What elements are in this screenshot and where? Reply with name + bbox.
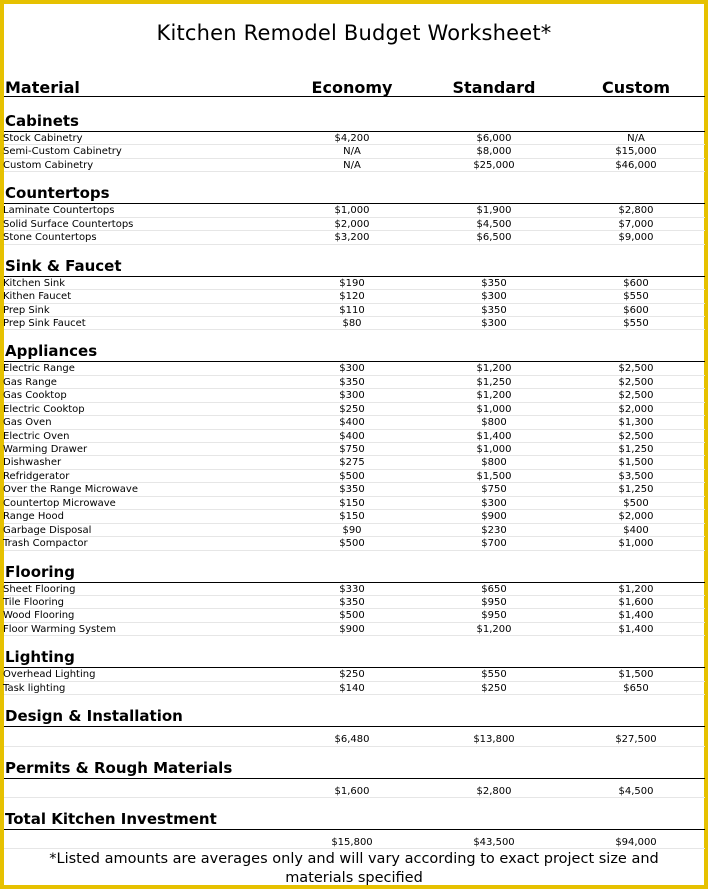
row-label: Gas Oven: [3, 417, 52, 429]
row-label: Dishwasher: [3, 457, 62, 469]
economy-value: $15,800: [331, 837, 373, 848]
table-row: [4, 376, 705, 389]
standard-value: $900: [481, 511, 507, 523]
standard-value: $1,900: [476, 205, 512, 217]
standard-value: $1,400: [476, 430, 512, 442]
row-label: Overhead Lighting: [3, 669, 96, 681]
section-spacer: [4, 636, 705, 646]
section-1: [4, 182, 705, 254]
custom-value: $2,500: [618, 376, 654, 388]
custom-value: $1,500: [618, 669, 654, 681]
custom-value: $27,500: [615, 734, 657, 746]
row-label: Semi-Custom Cabinetry: [3, 146, 122, 158]
table-row: [4, 132, 705, 145]
standard-value: $300: [481, 317, 507, 329]
economy-value: $350: [339, 376, 365, 388]
table-row: [4, 317, 705, 330]
section-title: Countertops: [4, 182, 705, 204]
row-label: Electric Range: [3, 363, 75, 375]
table-row: [4, 304, 705, 317]
section-7: [4, 757, 705, 808]
table-row: [4, 668, 705, 681]
section-title: Lighting: [4, 646, 705, 668]
table-row: [4, 524, 705, 537]
table-row: [4, 362, 705, 375]
row-label: Countertop Microwave: [3, 497, 116, 509]
standard-value: $350: [481, 304, 507, 316]
economy-value: $500: [339, 470, 365, 482]
column-header-standard: Standard: [452, 78, 536, 97]
custom-value: $15,000: [615, 146, 657, 158]
table-row: [4, 537, 705, 550]
row-label: Floor Warming System: [3, 623, 117, 635]
standard-value: $800: [481, 417, 507, 429]
row-label: Gas Range: [3, 376, 57, 388]
custom-value: $7,000: [618, 218, 654, 230]
economy-value: $400: [339, 417, 365, 429]
custom-value: $1,200: [618, 583, 654, 595]
economy-value: $1,600: [334, 785, 370, 797]
custom-value: $400: [623, 524, 649, 536]
economy-value: N/A: [343, 159, 361, 171]
total-row: [4, 836, 705, 849]
footnote-text: *Listed amounts are averages only and will vary according to exact project size and materials specified: [49, 851, 659, 886]
economy-value: N/A: [343, 146, 361, 158]
table-row: [4, 218, 705, 231]
section-3: [4, 340, 705, 560]
table-row: [4, 403, 705, 416]
standard-value: $25,000: [473, 159, 515, 171]
row-label: Custom Cabinetry: [3, 159, 94, 171]
custom-value: $1,400: [618, 610, 654, 622]
standard-value: $950: [481, 596, 507, 608]
economy-value: $750: [339, 444, 365, 455]
standard-value: $4,500: [476, 218, 512, 230]
section-spacer: [4, 695, 705, 705]
standard-value: $350: [481, 277, 507, 289]
custom-value: $1,600: [618, 596, 654, 608]
economy-value: $400: [339, 430, 365, 442]
standard-value: $550: [481, 669, 507, 681]
table-row: [4, 204, 705, 217]
section-5: [4, 646, 705, 705]
standard-value: $300: [481, 497, 507, 509]
table-row: [4, 416, 705, 429]
custom-value: $46,000: [615, 159, 657, 171]
standard-value: $250: [481, 682, 507, 694]
economy-value: $190: [339, 277, 365, 289]
economy-value: $300: [339, 363, 365, 375]
standard-value: $650: [481, 583, 507, 595]
section-title: Appliances: [4, 340, 705, 362]
custom-value: $550: [623, 291, 649, 303]
economy-value: $150: [339, 511, 365, 523]
standard-value: $1,200: [476, 623, 512, 635]
standard-value: $43,500: [473, 837, 515, 848]
section-spacer: [4, 747, 705, 757]
custom-value: $94,000: [615, 837, 657, 848]
row-label: Stone Countertops: [3, 232, 97, 244]
custom-value: $4,500: [618, 785, 654, 797]
table-row: [4, 145, 705, 158]
section-0: [4, 110, 705, 182]
standard-value: $800: [481, 457, 507, 469]
custom-value: $1,250: [618, 444, 654, 455]
standard-value: $13,800: [473, 734, 515, 746]
footnote: [4, 850, 704, 888]
section-2: [4, 255, 705, 341]
standard-value: $6,000: [476, 133, 512, 144]
column-header-material: Material: [5, 78, 80, 97]
row-label: Tile Flooring: [3, 596, 65, 608]
row-label: Sheet Flooring: [3, 583, 76, 595]
custom-value: $2,000: [618, 403, 654, 415]
economy-value: $500: [339, 610, 365, 622]
standard-value: $1,500: [476, 470, 512, 482]
standard-value: $1,000: [476, 444, 512, 455]
row-label: Task lighting: [3, 682, 66, 694]
custom-value: $9,000: [618, 232, 654, 244]
table-row: [4, 596, 705, 609]
row-label: Prep Sink: [3, 304, 50, 316]
row-label: Prep Sink Faucet: [3, 317, 86, 329]
table-row: [4, 159, 705, 172]
section-title: Cabinets: [4, 110, 705, 132]
custom-value: $1,000: [618, 538, 654, 550]
total-row: [4, 785, 705, 798]
table-row: [4, 470, 705, 483]
standard-value: $700: [481, 538, 507, 550]
section-spacer: [4, 172, 705, 182]
section-6: [4, 705, 705, 756]
custom-value: $3,500: [618, 470, 654, 482]
row-label: Kithen Faucet: [3, 291, 72, 303]
standard-value: $1,200: [476, 390, 512, 402]
economy-value: $1,000: [334, 205, 370, 217]
standard-value: $750: [481, 484, 507, 496]
custom-value: $550: [623, 317, 649, 329]
custom-value: N/A: [627, 133, 645, 144]
row-label: Gas Cooktop: [3, 390, 67, 402]
section-title: Sink & Faucet: [4, 255, 705, 277]
section-title: Total Kitchen Investment: [4, 808, 705, 830]
custom-value: $1,500: [618, 457, 654, 469]
economy-value: $120: [339, 291, 365, 303]
row-label: Range Hood: [3, 511, 64, 523]
economy-value: $90: [342, 524, 362, 536]
custom-value: $2,500: [618, 363, 654, 375]
standard-value: $1,200: [476, 363, 512, 375]
header-divider: [4, 96, 705, 97]
row-label: Over the Range Microwave: [3, 484, 138, 496]
column-header-custom: Custom: [602, 78, 670, 97]
table-row: [4, 456, 705, 469]
standard-value: $1,250: [476, 376, 512, 388]
custom-value: $500: [623, 497, 649, 509]
section-spacer: [4, 551, 705, 561]
standard-value: $230: [481, 524, 507, 536]
table-row: [4, 510, 705, 523]
row-label: Wood Flooring: [3, 610, 75, 622]
economy-value: $275: [339, 457, 365, 469]
economy-value: $500: [339, 538, 365, 550]
row-label: Trash Compactor: [3, 538, 88, 550]
economy-value: $250: [339, 669, 365, 681]
economy-value: $110: [339, 304, 365, 316]
custom-value: $600: [623, 304, 649, 316]
section-title: Flooring: [4, 561, 705, 583]
economy-value: $80: [342, 317, 362, 329]
row-label: Stock Cabinetry: [3, 133, 83, 144]
custom-value: $1,400: [618, 623, 654, 635]
standard-value: $8,000: [476, 146, 512, 158]
economy-value: $350: [339, 596, 365, 608]
table-row: [4, 430, 705, 443]
section-title: Permits & Rough Materials: [4, 757, 705, 779]
table-row: [4, 443, 705, 456]
section-4: [4, 561, 705, 647]
economy-value: $330: [339, 583, 365, 595]
table-row: [4, 609, 705, 622]
custom-value: $650: [623, 682, 649, 694]
table-row: [4, 497, 705, 510]
custom-value: $600: [623, 277, 649, 289]
row-label: Laminate Countertops: [3, 205, 115, 217]
custom-value: $2,800: [618, 205, 654, 217]
standard-value: $300: [481, 291, 507, 303]
row-label: Warming Drawer: [3, 444, 88, 455]
economy-value: $4,200: [334, 133, 370, 144]
table-row: [4, 583, 705, 596]
section-spacer: [4, 245, 705, 255]
table-row: [4, 277, 705, 290]
section-spacer: [4, 798, 705, 808]
economy-value: $350: [339, 484, 365, 496]
table-row: [4, 623, 705, 636]
economy-value: $250: [339, 403, 365, 415]
economy-value: $300: [339, 390, 365, 402]
row-label: Refridgerator: [3, 470, 70, 482]
column-header-economy: Economy: [311, 78, 393, 97]
standard-value: $1,000: [476, 403, 512, 415]
row-label: Electric Cooktop: [3, 403, 85, 415]
table-row: [4, 682, 705, 695]
table-row: [4, 290, 705, 303]
custom-value: $1,300: [618, 417, 654, 429]
custom-value: $2,500: [618, 390, 654, 402]
custom-value: $2,000: [618, 511, 654, 523]
table-row: [4, 483, 705, 496]
economy-value: $140: [339, 682, 365, 694]
budget-sections: [4, 110, 705, 859]
standard-value: $950: [481, 610, 507, 622]
row-label: Electric Oven: [3, 430, 70, 442]
table-row: [4, 389, 705, 402]
economy-value: $3,200: [334, 232, 370, 244]
table-row: [4, 231, 705, 244]
custom-value: $2,500: [618, 430, 654, 442]
row-label: Solid Surface Countertops: [3, 218, 134, 230]
page-title: Kitchen Remodel Budget Worksheet*: [156, 21, 552, 45]
standard-value: $2,800: [476, 785, 512, 797]
section-title: Design & Installation: [4, 705, 705, 727]
row-label: Kitchen Sink: [3, 277, 66, 289]
economy-value: $6,480: [334, 734, 370, 746]
economy-value: $2,000: [334, 218, 370, 230]
economy-value: $900: [339, 623, 365, 635]
standard-value: $6,500: [476, 232, 512, 244]
section-spacer: [4, 330, 705, 340]
total-row: [4, 733, 705, 746]
custom-value: $1,250: [618, 484, 654, 496]
economy-value: $150: [339, 497, 365, 509]
row-label: Garbage Disposal: [3, 524, 92, 536]
